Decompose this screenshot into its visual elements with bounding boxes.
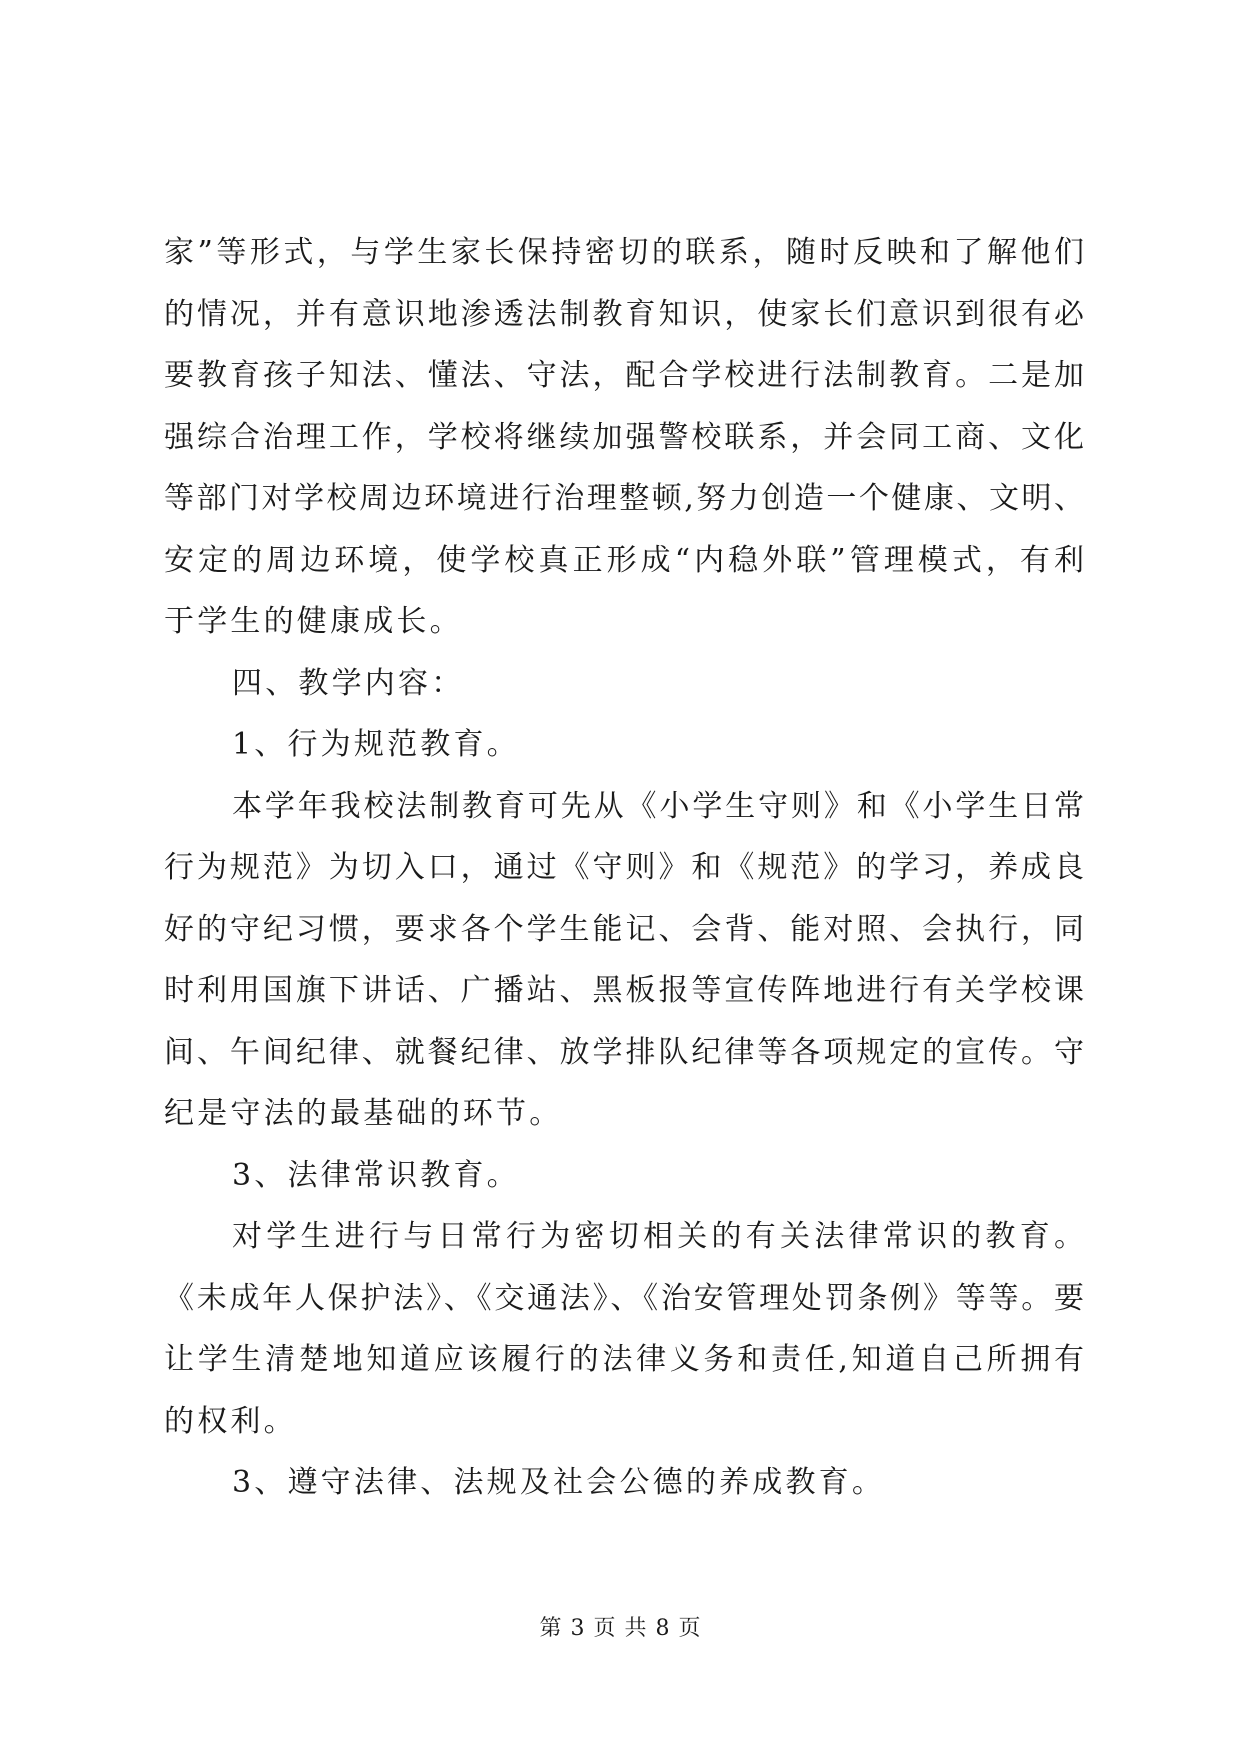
text-line: 要教育孩子知法、懂法、守法，配合学校进行法制教育。二是加 [164,358,1084,393]
text-line: 于学生的健康成长。 [164,604,463,639]
text-line: 行为规范》为切入口，通过《守则》和《规范》的学习，养成良 [164,850,1084,885]
subsection-heading: 1、行为规范教育。 [232,727,520,762]
document-body [164,222,1084,1514]
text-line: 的权利。 [164,1403,297,1439]
subsection-heading: 3、法律常识教育。 [232,1157,520,1193]
text-line: 时利用国旗下讲话、广播站、黑板报等宣传阵地进行有关学校课 [164,973,1084,1008]
text-line: 好的守纪习惯，要求各个学生能记、会背、能对照、会执行，同 [164,911,1084,947]
section-heading: 四、教学内容： [232,665,465,701]
text-line: 安定的周边环境，使学校真正形成“内稳外联”管理模式，有利 [164,542,1084,578]
subsection-heading: 3、遵守法律、法规及社会公德的养成教育。 [232,1465,886,1500]
text-line: 强综合治理工作，学校将继续加强警校联系，并会同工商、文化 [164,419,1084,455]
text-line: 对学生进行与日常行为密切相关的有关法律常识的教育。 [232,1219,1084,1254]
text-line: 《未成年人保护法》、《交通法》、《治安管理处罚条例》等等。要 [164,1280,1084,1316]
text-line: 等部门对学校周边环境进行治理整顿,努力创造一个健康、文明、 [164,481,1084,516]
text-line: 间、午间纪律、就餐纪律、放学排队纪律等各项规定的宣传。守 [164,1034,1084,1070]
page-number-footer: 第 3 页 共 8 页 [539,1616,702,1641]
text-line: 家”等形式，与学生家长保持密切的联系，随时反映和了解他们 [164,235,1084,270]
text-line: 纪是守法的最基础的环节。 [164,1096,563,1131]
text-line: 本学年我校法制教育可先从《小学生守则》和《小学生日常 [232,788,1084,824]
text-line: 让学生清楚地知道应该履行的法律义务和责任,知道自己所拥有 [164,1342,1084,1377]
text-line: 的情况，并有意识地渗透法制教育知识，使家长们意识到很有必 [164,296,1084,332]
